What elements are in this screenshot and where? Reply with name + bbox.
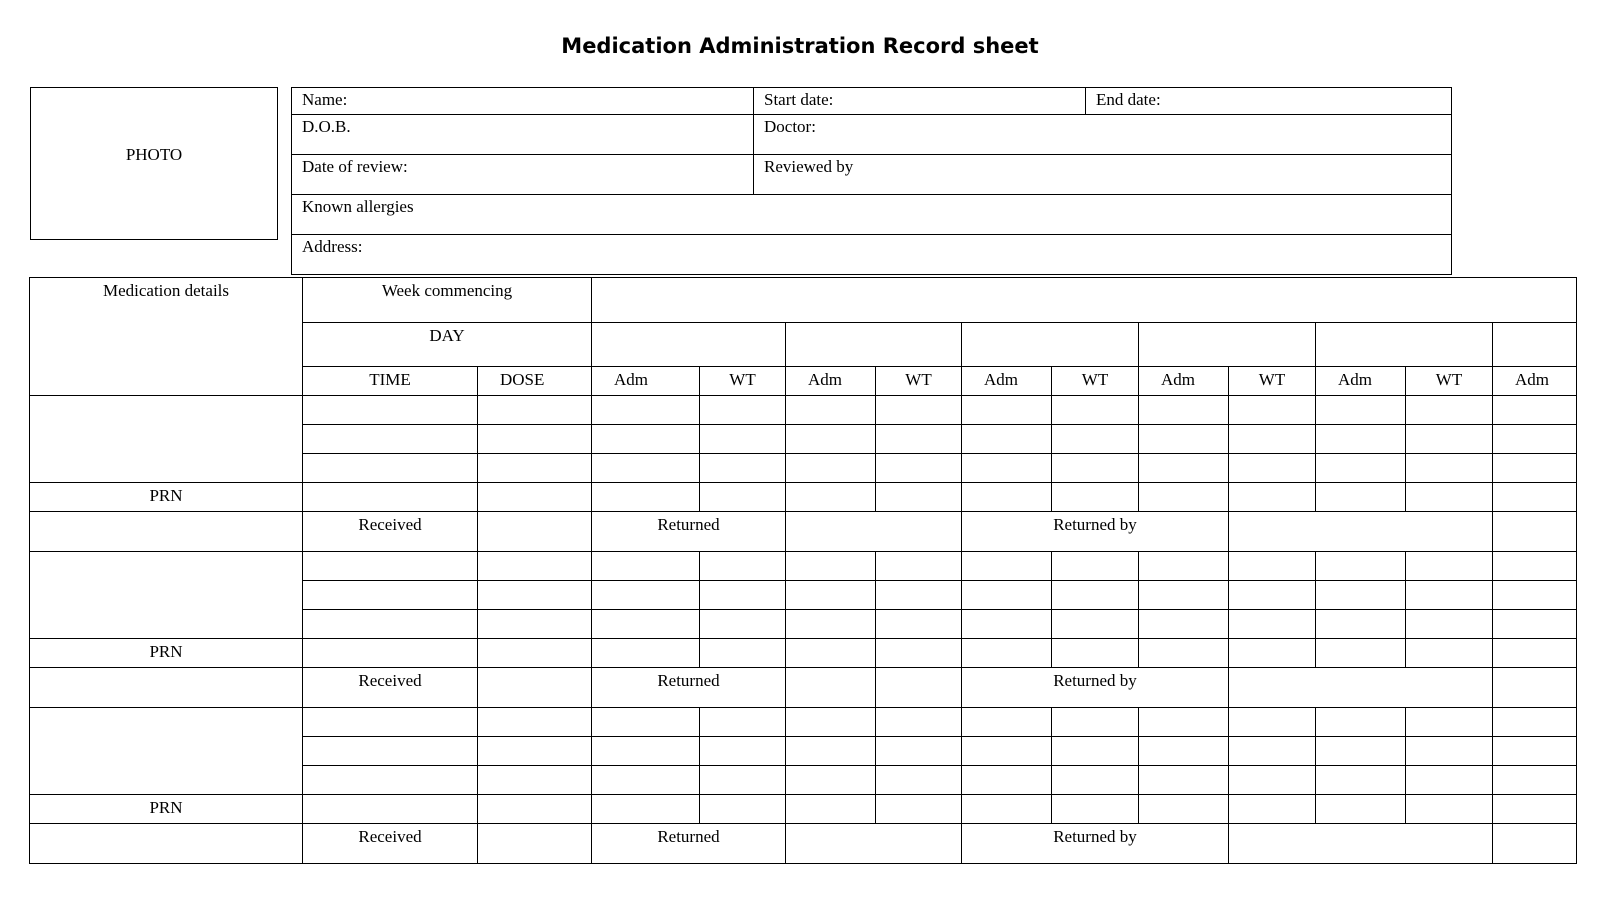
returned-label: Returned [592,512,786,552]
time-cell[interactable] [303,795,478,824]
received-label: Received [303,824,478,864]
stock-cell[interactable] [30,824,303,864]
wt-cell[interactable] [876,737,962,766]
adm-cell[interactable] [1316,766,1406,795]
adm-cell[interactable] [592,552,700,581]
returned-field[interactable] [786,824,962,864]
wt-cell[interactable] [1052,766,1139,795]
doctor-field[interactable]: Doctor: [754,115,1452,155]
day-cell[interactable] [962,323,1139,367]
wt-cell[interactable] [1229,454,1316,483]
adm-cell[interactable] [1316,737,1406,766]
adm-cell[interactable] [1316,795,1406,824]
wt-cell[interactable] [1229,581,1316,610]
time-header: TIME [303,367,478,396]
adm-cell[interactable] [592,639,700,668]
wt-cell[interactable] [700,708,786,737]
returned-by-field[interactable] [1229,512,1493,552]
adm-cell[interactable] [786,425,876,454]
adm-cell[interactable] [1316,425,1406,454]
wt-header: WT [1229,367,1316,396]
adm-cell[interactable] [1139,737,1229,766]
stock-extra-cell[interactable] [1493,668,1577,708]
wt-cell[interactable] [876,795,962,824]
wt-cell[interactable] [1229,766,1316,795]
time-cell[interactable] [303,610,478,639]
adm-cell[interactable] [592,581,700,610]
wt-cell[interactable] [700,483,786,512]
adm-header: Adm [1139,367,1229,396]
adm-cell[interactable] [962,708,1052,737]
wt-cell[interactable] [1052,483,1139,512]
wt-cell[interactable] [1406,610,1493,639]
adm-cell[interactable] [962,766,1052,795]
adm-cell[interactable] [786,639,876,668]
wt-cell[interactable] [700,425,786,454]
adm-cell[interactable] [1493,425,1577,454]
wt-cell[interactable] [700,552,786,581]
time-cell[interactable] [303,708,478,737]
adm-cell[interactable] [786,396,876,425]
adm-cell[interactable] [1139,483,1229,512]
received-field[interactable] [478,824,592,864]
wt-cell[interactable] [1229,610,1316,639]
dose-cell[interactable] [478,795,592,824]
adm-cell[interactable] [786,454,876,483]
adm-cell[interactable] [786,766,876,795]
day-cell[interactable] [1316,323,1493,367]
adm-cell[interactable] [962,639,1052,668]
wt-cell[interactable] [1406,454,1493,483]
adm-cell[interactable] [962,795,1052,824]
adm-cell[interactable] [786,795,876,824]
wt-cell[interactable] [1229,396,1316,425]
adm-cell[interactable] [962,396,1052,425]
dose-cell[interactable] [478,708,592,737]
adm-cell[interactable] [786,708,876,737]
returned-by-label: Returned by [962,824,1229,864]
prn-label: PRN [30,795,303,824]
dose-cell[interactable] [478,396,592,425]
adm-cell[interactable] [592,766,700,795]
wt-cell[interactable] [700,737,786,766]
dose-cell[interactable] [478,737,592,766]
dose-cell[interactable] [478,483,592,512]
dose-cell[interactable] [478,639,592,668]
wt-header: WT [876,367,962,396]
wt-header: WT [1406,367,1493,396]
adm-cell[interactable] [592,737,700,766]
stock-cell[interactable] [30,668,303,708]
dob-field[interactable]: D.O.B. [292,115,754,155]
adm-cell[interactable] [962,425,1052,454]
adm-header: Adm [592,367,700,396]
time-cell[interactable] [303,639,478,668]
wt-cell[interactable] [1406,483,1493,512]
adm-header: Adm [1493,367,1577,396]
returned-by-label: Returned by [962,512,1229,552]
adm-cell[interactable] [1316,610,1406,639]
received-label: Received [303,668,478,708]
time-cell[interactable] [303,454,478,483]
stock-cell[interactable] [30,512,303,552]
adm-cell[interactable] [1316,454,1406,483]
medication-table [29,277,1577,864]
adm-cell[interactable] [962,552,1052,581]
returned-by-field[interactable] [1229,668,1493,708]
medication-details-cell[interactable] [30,708,303,795]
wt-cell[interactable] [1406,708,1493,737]
dose-cell[interactable] [478,552,592,581]
week-commencing-field[interactable] [592,278,1577,323]
dose-cell[interactable] [478,425,592,454]
adm-cell[interactable] [1493,737,1577,766]
address-field[interactable]: Address: [292,235,1452,275]
adm-cell[interactable] [1139,454,1229,483]
prn-label: PRN [30,639,303,668]
medication-details-header: Medication details [30,278,303,396]
adm-cell[interactable] [592,795,700,824]
adm-cell[interactable] [1316,639,1406,668]
known-allergies-field[interactable]: Known allergies [292,195,1452,235]
adm-header: Adm [786,367,876,396]
wt-cell[interactable] [1406,639,1493,668]
time-cell[interactable] [303,581,478,610]
adm-cell[interactable] [1316,483,1406,512]
time-cell[interactable] [303,483,478,512]
wt-cell[interactable] [1052,708,1139,737]
wt-cell[interactable] [876,425,962,454]
returned-field-extra[interactable] [876,668,962,708]
patient-info-table [291,87,1452,275]
day-cell[interactable] [1493,323,1577,367]
adm-cell[interactable] [962,454,1052,483]
returned-field[interactable] [786,512,962,552]
adm-cell[interactable] [1493,454,1577,483]
wt-cell[interactable] [1229,639,1316,668]
adm-cell[interactable] [1493,610,1577,639]
wt-cell[interactable] [876,552,962,581]
adm-cell[interactable] [1493,766,1577,795]
week-commencing-label: Week commencing [303,278,592,323]
wt-cell[interactable] [700,766,786,795]
adm-cell[interactable] [1493,795,1577,824]
returned-field[interactable] [786,668,876,708]
returned-by-label: Returned by [962,668,1229,708]
wt-cell[interactable] [876,639,962,668]
wt-cell[interactable] [1229,737,1316,766]
stock-extra-cell[interactable] [1493,824,1577,864]
medication-details-cell[interactable] [30,396,303,483]
wt-cell[interactable] [700,581,786,610]
wt-cell[interactable] [1406,552,1493,581]
wt-cell[interactable] [1052,581,1139,610]
wt-cell[interactable] [876,454,962,483]
wt-cell[interactable] [1406,795,1493,824]
adm-cell[interactable] [592,396,700,425]
day-label: DAY [303,323,592,367]
start-date-field[interactable]: Start date: [754,88,1086,115]
adm-cell[interactable] [1139,610,1229,639]
dose-cell[interactable] [478,581,592,610]
adm-cell[interactable] [962,483,1052,512]
time-cell[interactable] [303,552,478,581]
wt-cell[interactable] [700,795,786,824]
adm-cell[interactable] [1139,396,1229,425]
reviewed-by-field[interactable]: Reviewed by [754,155,1452,195]
day-cell[interactable] [1139,323,1316,367]
adm-cell[interactable] [786,737,876,766]
adm-cell[interactable] [962,737,1052,766]
adm-cell[interactable] [962,610,1052,639]
wt-cell[interactable] [1229,552,1316,581]
wt-cell[interactable] [876,766,962,795]
adm-cell[interactable] [1139,766,1229,795]
adm-header: Adm [962,367,1052,396]
dose-cell[interactable] [478,610,592,639]
adm-cell[interactable] [786,610,876,639]
wt-cell[interactable] [1052,396,1139,425]
dose-cell[interactable] [478,766,592,795]
end-date-field[interactable]: End date: [1086,88,1452,115]
date-of-review-field[interactable]: Date of review: [292,155,754,195]
adm-cell[interactable] [1139,552,1229,581]
dose-cell[interactable] [478,454,592,483]
adm-cell[interactable] [1139,425,1229,454]
stock-extra-cell[interactable] [1493,512,1577,552]
prn-label: PRN [30,483,303,512]
adm-cell[interactable] [592,483,700,512]
wt-cell[interactable] [1052,454,1139,483]
wt-cell[interactable] [1229,425,1316,454]
adm-cell[interactable] [786,581,876,610]
adm-cell[interactable] [1493,552,1577,581]
adm-cell[interactable] [1139,795,1229,824]
wt-cell[interactable] [700,639,786,668]
wt-cell[interactable] [1406,581,1493,610]
wt-cell[interactable] [1406,766,1493,795]
adm-cell[interactable] [1139,581,1229,610]
wt-cell[interactable] [1406,396,1493,425]
adm-cell[interactable] [592,610,700,639]
wt-cell[interactable] [1052,737,1139,766]
wt-header: WT [700,367,786,396]
returned-by-field[interactable] [1229,824,1493,864]
returned-label: Returned [592,824,786,864]
wt-cell[interactable] [876,483,962,512]
wt-cell[interactable] [1052,425,1139,454]
adm-cell[interactable] [1316,396,1406,425]
wt-cell[interactable] [876,708,962,737]
time-cell[interactable] [303,766,478,795]
wt-cell[interactable] [1052,639,1139,668]
wt-cell[interactable] [1052,552,1139,581]
wt-cell[interactable] [1229,483,1316,512]
day-cell[interactable] [786,323,962,367]
adm-header: Adm [1316,367,1406,396]
adm-cell[interactable] [592,708,700,737]
received-field[interactable] [478,668,592,708]
wt-cell[interactable] [876,581,962,610]
wt-cell[interactable] [1229,795,1316,824]
adm-cell[interactable] [786,483,876,512]
dose-header: DOSE [478,367,592,396]
wt-cell[interactable] [876,396,962,425]
adm-cell[interactable] [1139,639,1229,668]
day-cell[interactable] [592,323,786,367]
adm-cell[interactable] [1493,396,1577,425]
adm-cell[interactable] [1139,708,1229,737]
wt-cell[interactable] [1406,425,1493,454]
wt-cell[interactable] [700,610,786,639]
adm-cell[interactable] [962,581,1052,610]
wt-cell[interactable] [1229,708,1316,737]
page-title: Medication Administration Record sheet [561,34,1039,58]
adm-cell[interactable] [592,425,700,454]
adm-cell[interactable] [1493,639,1577,668]
adm-cell[interactable] [1316,581,1406,610]
wt-cell[interactable] [1406,737,1493,766]
time-cell[interactable] [303,425,478,454]
time-cell[interactable] [303,737,478,766]
wt-cell[interactable] [1052,795,1139,824]
name-field[interactable]: Name: [292,88,754,115]
time-cell[interactable] [303,396,478,425]
photo-label: PHOTO [125,145,183,164]
received-label: Received [303,512,478,552]
medication-details-cell[interactable] [30,552,303,639]
wt-cell[interactable] [1052,610,1139,639]
wt-header: WT [1052,367,1139,396]
received-field[interactable] [478,512,592,552]
adm-cell[interactable] [786,552,876,581]
returned-label: Returned [592,668,786,708]
adm-cell[interactable] [1493,483,1577,512]
photo-placeholder [30,87,278,240]
adm-cell[interactable] [1493,581,1577,610]
adm-cell[interactable] [1316,552,1406,581]
wt-cell[interactable] [876,610,962,639]
wt-cell[interactable] [700,454,786,483]
adm-cell[interactable] [1493,708,1577,737]
adm-cell[interactable] [592,454,700,483]
adm-cell[interactable] [1316,708,1406,737]
wt-cell[interactable] [700,396,786,425]
